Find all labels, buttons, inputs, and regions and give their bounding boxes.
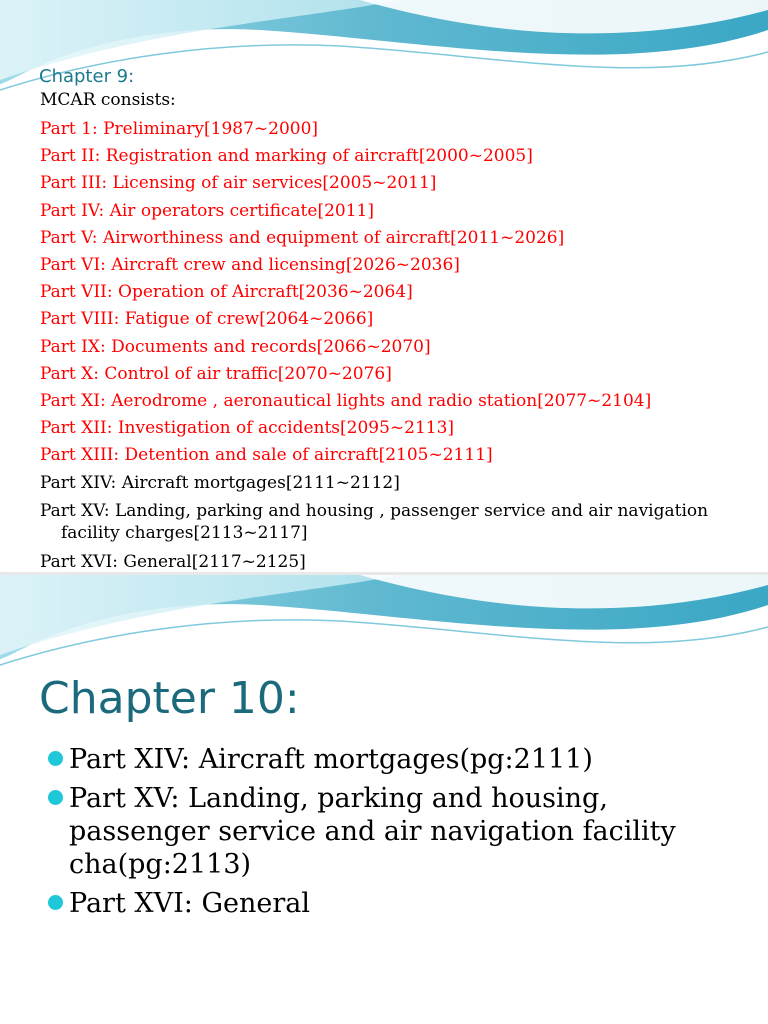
list-item: Part 1: Preliminary[1987~2000] [40, 119, 319, 139]
list-item: Part IV: Air operators certificate[2011] [40, 200, 374, 221]
slide-chapter-10 [0, 575, 768, 1024]
slide-title: Chapter 9: [39, 66, 135, 87]
bullet-dot-icon [48, 790, 63, 805]
bullet-dot-icon [48, 751, 63, 766]
list-item: Part III: Licensing of air services[2005~2011] [40, 173, 437, 194]
list-item [48, 887, 728, 920]
list-item: Part X: Control of air traffic[2070~2076] [40, 363, 392, 384]
list-item: Part VII: Operation of Aircraft[2036~2064] [40, 282, 413, 303]
list-item: Part XIII: Detention and sale of aircraft[2105~2111] [40, 445, 493, 466]
bullet-dot-icon [48, 895, 63, 910]
mcar-parts-list [40, 116, 760, 572]
list-item: Part XI: Aerodrome , aeronautical lights and radio station[2077~2104] [40, 391, 652, 412]
list-item: Part XIV: Aircraft mortgages[2111~2112] [40, 472, 400, 493]
slide-title: Chapter 10: [39, 673, 300, 724]
list-item: Part XVI: General[2117~2125] [40, 551, 306, 572]
list-item: Part V: Airworthiness and equipment of aircraft[2011~2026] [40, 227, 565, 248]
list-item: Part VI: Aircraft crew and licensing[2026~2036] [40, 255, 460, 276]
bullet-list [48, 743, 728, 926]
list-item [48, 743, 728, 776]
list-item: Part IX: Documents and records[2066~2070] [40, 336, 431, 357]
list-item: Part VIII: Fatigue of crew[2064~2066] [40, 309, 374, 330]
wave-header-decoration [0, 575, 768, 675]
list-item: Part XV: Landing, parking and housing , passenger service and air navigation facility charges[2113~2117] [40, 500, 709, 543]
list-item: Part II: Registration and marking of aircraft[2000~2005] [40, 146, 533, 167]
intro-text: MCAR consists: [40, 90, 176, 110]
list-item: Part XII: Investigation of accidents[2095~2113] [40, 418, 455, 439]
list-item [48, 782, 728, 881]
list-item-text: Part XVI: General [69, 888, 311, 919]
list-item-text: Part XIV: Aircraft mortgages(pg:2111) [69, 744, 593, 775]
list-item-text: Part XV: Landing, parking and housing, passenger service and air navigation facility cha(pg:2113) [69, 783, 676, 880]
